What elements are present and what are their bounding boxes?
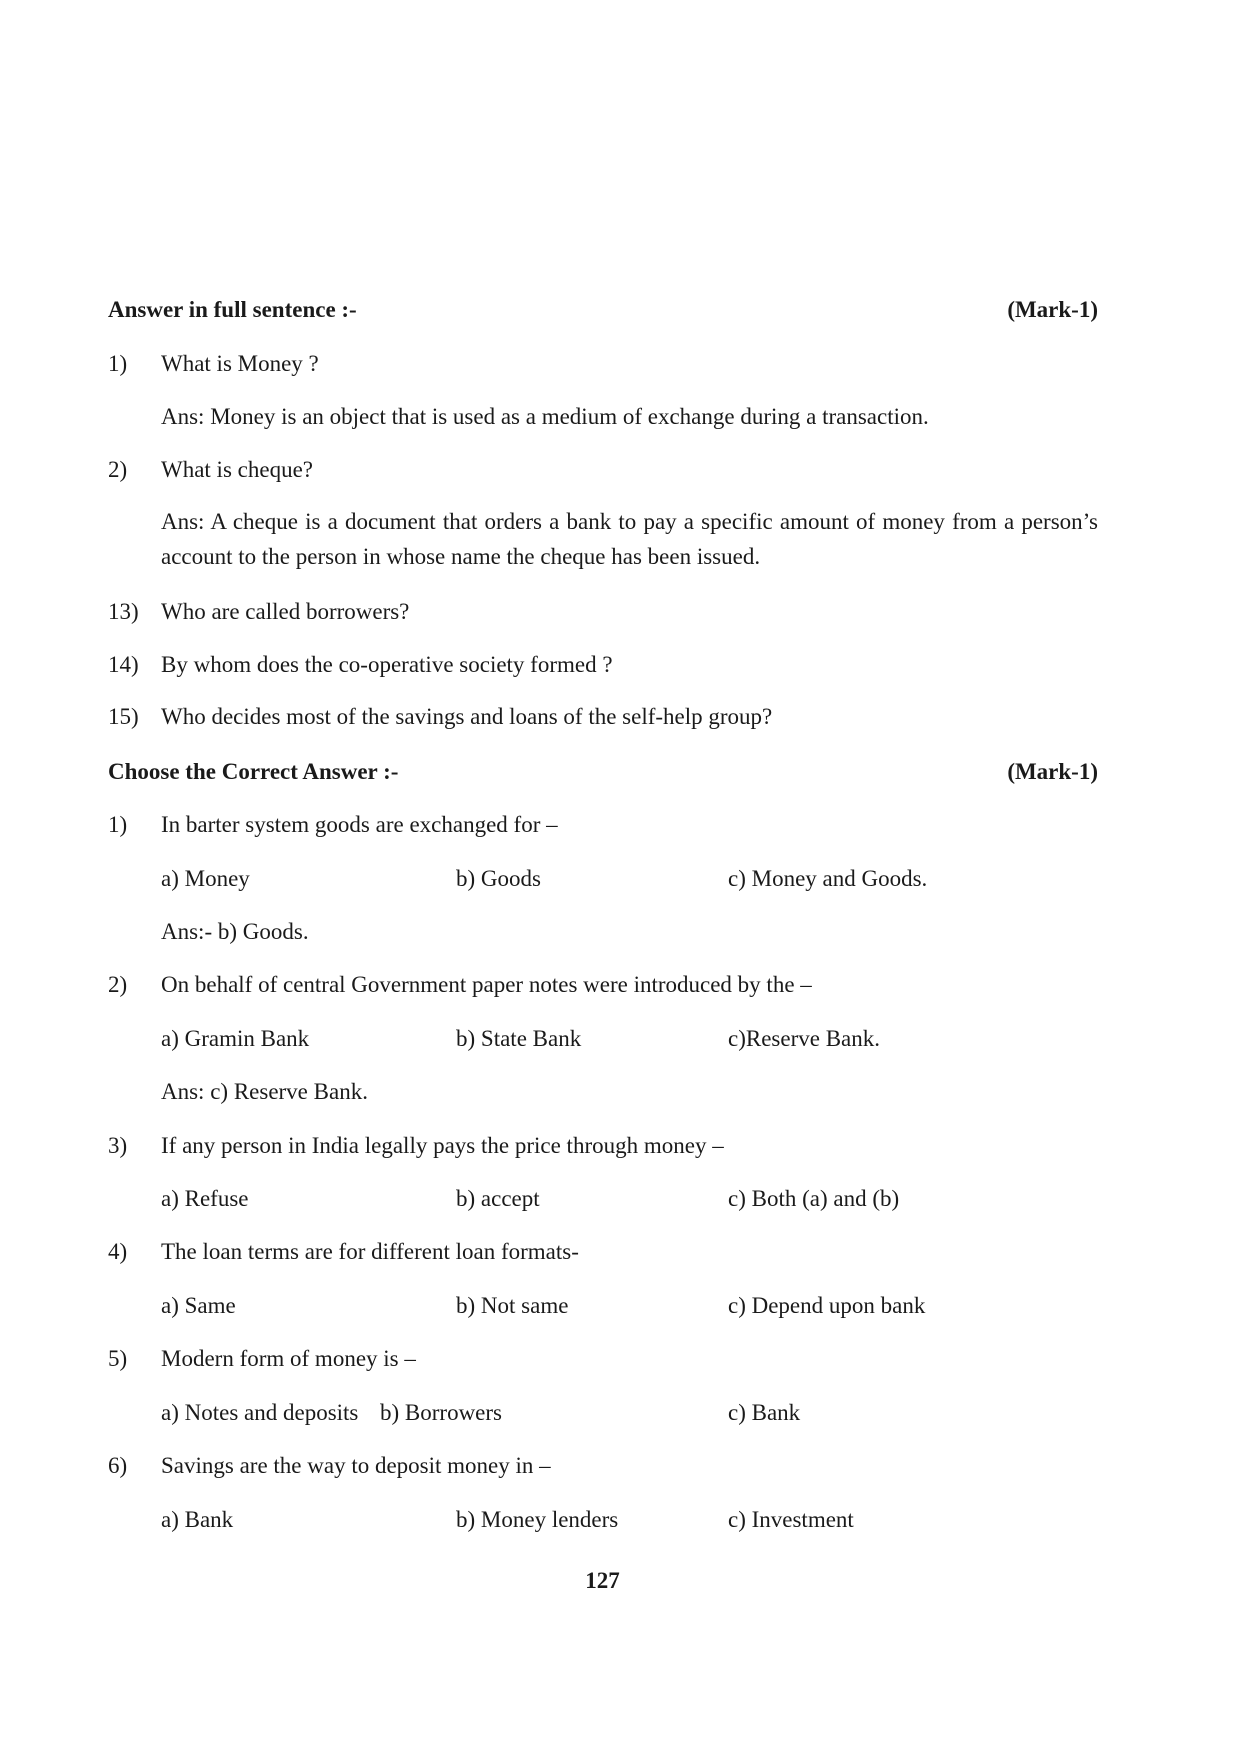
option-b: b) Borrowers: [380, 1400, 502, 1425]
answer-block: [108, 504, 1098, 576]
question-number: 2): [108, 972, 128, 997]
question-number: 3): [108, 1133, 128, 1158]
section-title: Answer in full sentence :-: [108, 297, 357, 322]
question-text: By whom does the co-operative society formed ?: [161, 652, 613, 677]
question-number: 1): [108, 351, 128, 376]
option-c: c)Reserve Bank.: [728, 1026, 880, 1051]
option-a: a) Refuse: [161, 1186, 249, 1211]
question-text: If any person in India legally pays the price through money –: [161, 1133, 724, 1158]
section-heading-full-sentence: [108, 295, 1098, 325]
option-b: b) Not same: [456, 1293, 569, 1318]
question-number: 13): [108, 599, 139, 624]
question-text: On behalf of central Government paper notes were introduced by the –: [161, 972, 812, 997]
answer-text: Ans: Money is an object that is used as a medium of exchange during a transaction.: [161, 404, 929, 429]
question-number: 6): [108, 1453, 128, 1478]
question-number: 15): [108, 704, 139, 729]
question-text: Who decides most of the savings and loans of the self-help group?: [161, 704, 773, 729]
section-marks: (Mark-1): [1007, 759, 1098, 784]
question-number: 4): [108, 1239, 128, 1264]
option-a: a) Same: [161, 1293, 236, 1318]
question-text: Modern form of money is –: [161, 1346, 416, 1371]
option-a: a) Bank: [161, 1507, 234, 1532]
section-marks: (Mark-1): [1007, 297, 1098, 322]
option-a: a) Notes and deposits: [161, 1400, 359, 1425]
question-number: 2): [108, 457, 128, 482]
option-c: c) Investment: [728, 1507, 854, 1532]
option-b: b) State Bank: [456, 1026, 582, 1051]
section-title: Choose the Correct Answer :-: [108, 759, 399, 784]
question-number: 5): [108, 1346, 128, 1371]
option-a: a) Gramin Bank: [161, 1026, 310, 1051]
answer-block: [108, 399, 1098, 435]
question-text: Who are called borrowers?: [161, 599, 410, 624]
question-number: 1): [108, 812, 128, 837]
answer-text: Ans: c) Reserve Bank.: [161, 1079, 368, 1104]
page-number: 127: [585, 1568, 620, 1593]
answer-text: Ans:- b) Goods.: [161, 919, 309, 944]
option-a: a) Money: [161, 866, 250, 891]
option-b: b) accept: [456, 1186, 540, 1211]
question-text: What is Money ?: [161, 351, 319, 376]
question-text: Savings are the way to deposit money in –: [161, 1453, 551, 1478]
option-b: b) Goods: [456, 866, 541, 891]
option-c: c) Depend upon bank: [728, 1293, 926, 1318]
question-number: 14): [108, 652, 139, 677]
question-text: In barter system goods are exchanged for –: [161, 812, 558, 837]
option-b: b) Money lenders: [456, 1507, 619, 1532]
option-c: c) Both (a) and (b): [728, 1186, 900, 1211]
question-text: The loan terms are for different loan formats-: [161, 1239, 579, 1264]
answer-text: Ans: A cheque is a document that orders a bank to pay a specific amount of money from a person’s account to the person in whose name the cheque has been issued.: [161, 509, 1098, 569]
question-text: What is cheque?: [161, 457, 313, 482]
option-c: c) Money and Goods.: [728, 866, 928, 891]
option-c: c) Bank: [728, 1400, 801, 1425]
section-heading-choose-answer: [108, 757, 1098, 787]
